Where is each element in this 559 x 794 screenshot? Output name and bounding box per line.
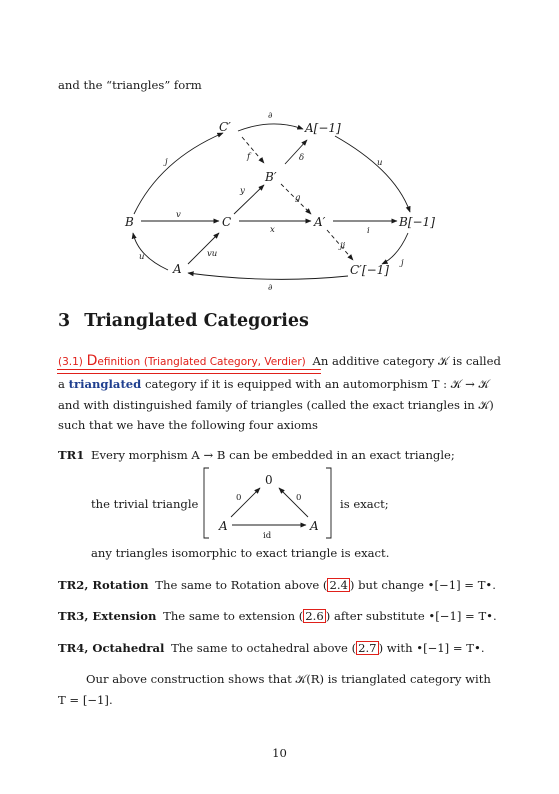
intro-text: and the “triangles” form — [58, 78, 202, 92]
tr4-before: The same to octahedral above ( — [171, 641, 357, 655]
definition-underline — [57, 369, 321, 374]
trivial-node-left-a: A — [219, 519, 228, 533]
definition-line1-rest: An additive category 𝒦 is called — [312, 354, 501, 368]
definition-line4: such that we have the following four axioms — [58, 418, 318, 432]
section-heading — [58, 311, 309, 331]
label-u-left: u — [139, 252, 145, 262]
arrow-f — [242, 137, 264, 163]
tr3-ref-link[interactable]: 2.6 — [305, 609, 324, 623]
bracket-right — [326, 468, 331, 538]
arrow-j-left — [134, 133, 223, 214]
definition-term: trianglated — [68, 377, 142, 391]
node-c-prime: C′ — [219, 120, 231, 134]
definition-line2-a: a — [58, 377, 65, 391]
definition-word-initial: D — [86, 353, 98, 369]
arrow-y — [234, 185, 264, 214]
definition-line2 — [58, 376, 489, 392]
label-j-left: j — [165, 157, 168, 167]
label-v: v — [176, 210, 181, 220]
arrow-trivial-left — [231, 488, 260, 517]
tr2-label: TR2, Rotation — [58, 578, 149, 592]
tr3-before: The same to extension ( — [163, 609, 304, 623]
tr1-line — [58, 447, 455, 463]
section-title: Trianglated Categories — [84, 311, 309, 331]
trivial-id-label: id — [263, 531, 272, 541]
definition-number: (3.1) — [58, 356, 83, 368]
label-f: f — [247, 152, 251, 162]
trivial-top-zero: 0 — [265, 473, 273, 487]
tr2-line — [58, 577, 496, 593]
tr1-trivial-prefix: the trivial triangle — [91, 497, 199, 511]
label-i: i — [367, 226, 370, 236]
arrow-partial-bottom — [188, 273, 348, 279]
tr4-label: TR4, Octahedral — [58, 641, 165, 655]
tr3-label: TR3, Extension — [58, 609, 157, 623]
page-number: 10 — [272, 746, 287, 760]
definition-line3: and with distinguished family of triangles (called the exact triangles in 𝒦) — [58, 398, 494, 412]
tr4-ref-link[interactable]: 2.7 — [358, 641, 377, 655]
tr1-text: Every morphism A → B can be embedded in an exact triangle; — [91, 448, 455, 462]
arrow-partial-top — [238, 124, 303, 131]
node-b: B — [125, 215, 134, 229]
label-x: x — [270, 225, 275, 235]
arrow-trivial-right — [279, 488, 308, 517]
label-partial-bottom: ∂ — [268, 283, 273, 293]
node-c-prime-shift: C′[−1] — [350, 263, 389, 277]
tr3-after: ) after substitute •[−1] = T•. — [325, 609, 497, 623]
tr1-trivial-suffix: is exact; — [340, 497, 389, 511]
label-u-right: u — [377, 158, 383, 168]
definition-line2-b: category if it is equipped with an automorphism T : 𝒦 → 𝒦 — [144, 377, 490, 391]
label-vu: vu — [207, 249, 218, 259]
tr1-label: TR1 — [58, 448, 85, 462]
label-partial-top: ∂ — [268, 111, 273, 121]
triangles-diagram — [0, 0, 559, 300]
trivial-node-right-a: A — [310, 519, 319, 533]
trivial-right-edge-label: 0 — [296, 493, 302, 503]
tr2-ref-link[interactable]: 2.4 — [329, 578, 348, 592]
node-a-shift: A[−1] — [305, 121, 341, 135]
tr3-line — [58, 608, 497, 624]
tr4-after: ) with •[−1] = T•. — [378, 641, 485, 655]
label-ji: ji — [340, 241, 346, 251]
tr1-closing: any triangles isomorphic to exact triangle is exact. — [91, 546, 390, 560]
node-b-prime: B′ — [265, 170, 277, 184]
node-c: C — [222, 215, 232, 229]
node-a: A — [173, 262, 182, 276]
definition-parenthetical: (Trianglated Category, Verdier) — [143, 356, 306, 368]
label-y: y — [240, 186, 245, 196]
node-b-shift: B[−1] — [399, 215, 435, 229]
arrow-j-right — [382, 233, 408, 264]
tr4-line — [58, 640, 485, 656]
arrow-u-right — [335, 136, 410, 212]
label-delta: δ — [299, 153, 305, 163]
bracket-left — [204, 468, 209, 538]
definition-header[interactable] — [58, 353, 501, 370]
tr2-after: ) but change •[−1] = T•. — [349, 578, 496, 592]
node-a-prime: A′ — [314, 215, 326, 229]
section-number: 3 — [58, 311, 71, 331]
conclusion-line2: T = [−1]. — [58, 693, 113, 707]
conclusion-line1: Our above construction shows that 𝒦(R) is trianglated category with — [86, 672, 491, 686]
tr2-before: The same to Rotation above ( — [155, 578, 328, 592]
definition-word-rest: efinition — [97, 356, 141, 368]
trivial-left-edge-label: 0 — [236, 493, 242, 503]
label-j-right: j — [401, 258, 404, 268]
label-g: g — [295, 193, 301, 203]
